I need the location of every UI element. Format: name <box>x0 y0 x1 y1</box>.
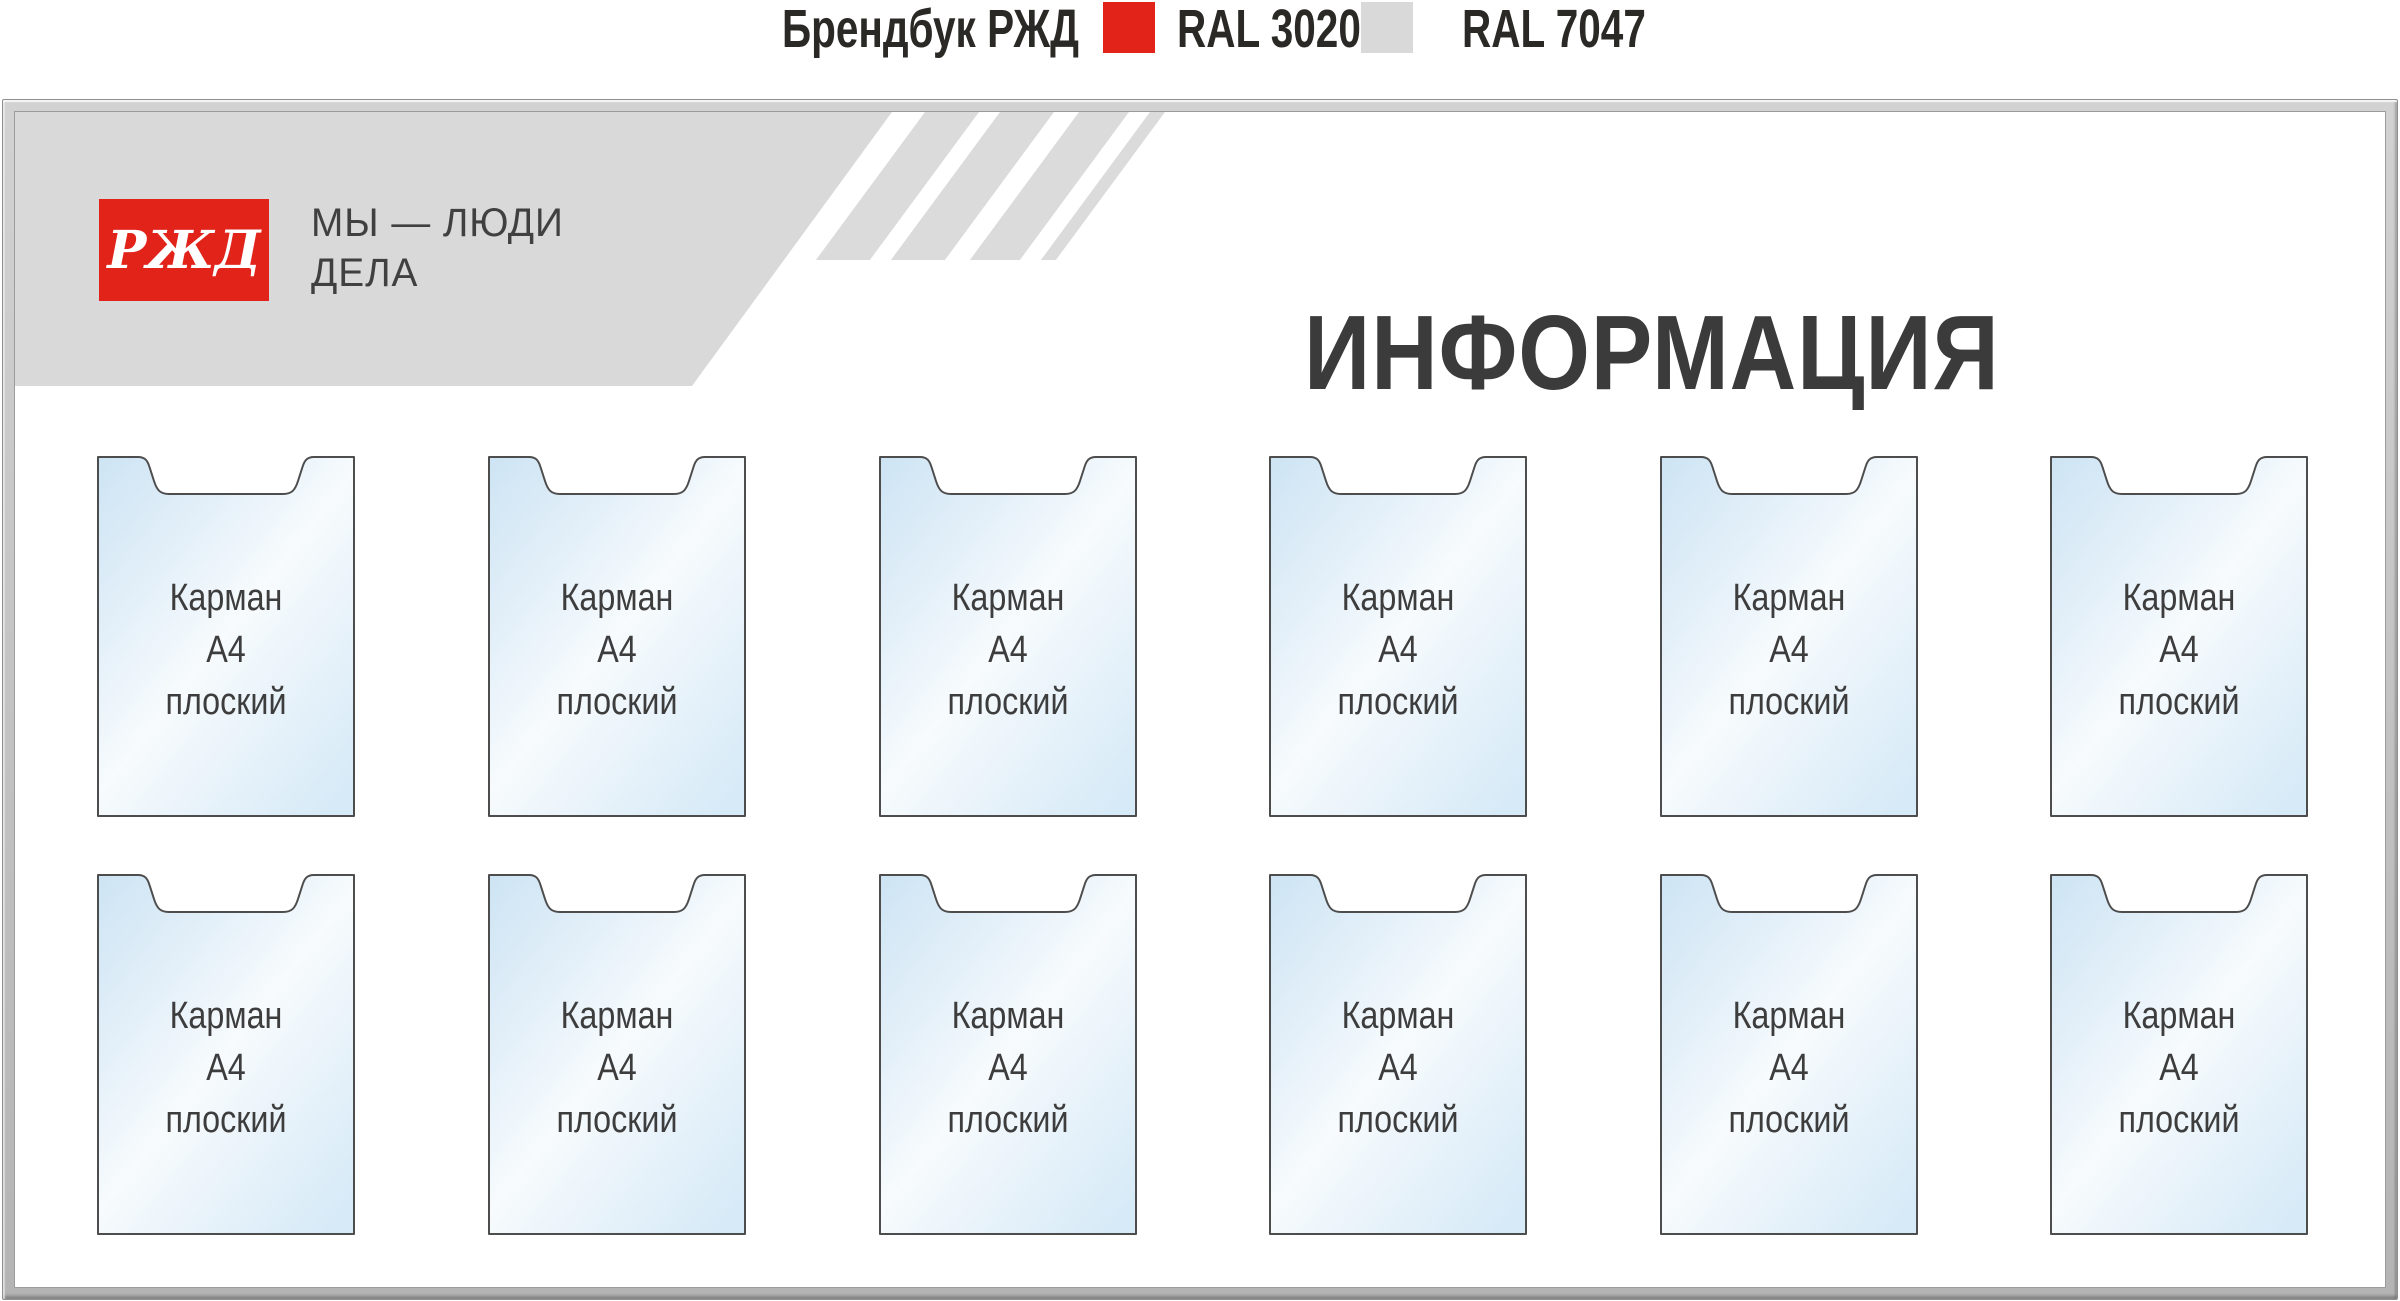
pocket-label-line: А4 <box>2159 628 2199 671</box>
pocket-label <box>1288 456 1507 817</box>
pocket-label-line: плоский <box>2118 680 2240 723</box>
pocket-a4 <box>879 874 1137 1235</box>
brandbook-label: Брендбук РЖД <box>782 0 1080 59</box>
pocket-label-line: А4 <box>206 1046 246 1089</box>
pocket-a4 <box>2050 456 2308 817</box>
pocket-label-line: плоский <box>947 680 1069 723</box>
pocket-label-line: Карман <box>560 994 674 1037</box>
pocket-label-line: плоский <box>1337 680 1459 723</box>
pocket-label-line: Карман <box>2122 994 2236 1037</box>
pocket-label <box>116 456 335 817</box>
pocket-label-line: А4 <box>1769 628 1809 671</box>
pocket-a4 <box>1269 456 1527 817</box>
ral-7047-swatch <box>1361 2 1413 53</box>
pocket-a4 <box>488 874 746 1235</box>
pocket-label-line: А4 <box>597 1046 637 1089</box>
pocket-label-line: плоский <box>1728 1098 1850 1141</box>
svg-text:РЖД: РЖД <box>107 220 261 281</box>
pocket-label-line: Карман <box>1341 576 1455 619</box>
pocket-label <box>1288 874 1507 1235</box>
pocket-label-line: Карман <box>169 576 283 619</box>
pocket-label-line: Карман <box>2122 576 2236 619</box>
pocket-label-line: А4 <box>988 628 1028 671</box>
pocket-label <box>1679 874 1898 1235</box>
pocket-a4 <box>1269 874 1527 1235</box>
pocket-a4 <box>488 456 746 817</box>
stand-board <box>14 111 2386 1288</box>
ral-7047-label: RAL 7047 <box>1462 0 1646 59</box>
pocket-label-line: плоский <box>947 1098 1069 1141</box>
ral-3020-swatch <box>1103 2 1155 53</box>
pocket-label-line: Карман <box>560 576 674 619</box>
pocket-label-line: плоский <box>165 1098 287 1141</box>
pocket-label <box>898 874 1117 1235</box>
pocket-label <box>1679 456 1898 817</box>
pocket-label-line: плоский <box>1728 680 1850 723</box>
pocket-label-line: Карман <box>1341 994 1455 1037</box>
slogan-line2: ДЕЛА <box>311 251 419 295</box>
pocket-label <box>507 456 726 817</box>
pocket-label-line: А4 <box>2159 1046 2199 1089</box>
pocket-label-line: плоский <box>1337 1098 1459 1141</box>
pocket-label-line: Карман <box>1732 994 1846 1037</box>
pocket-a4 <box>97 874 355 1235</box>
pocket-label-line: А4 <box>1769 1046 1809 1089</box>
pocket-label <box>116 874 335 1235</box>
brandbook-annotation-bar <box>0 0 2400 99</box>
pocket-label-line: А4 <box>206 628 246 671</box>
pocket-label-line: А4 <box>988 1046 1028 1089</box>
pocket-label <box>2069 874 2288 1235</box>
pocket-label <box>2069 456 2288 817</box>
slogan-line1: МЫ — ЛЮДИ <box>311 201 564 245</box>
pocket-label-line: плоский <box>2118 1098 2240 1141</box>
pocket-label-line: А4 <box>597 628 637 671</box>
pocket-label <box>898 456 1117 817</box>
pocket-a4 <box>2050 874 2308 1235</box>
pocket-label <box>507 874 726 1235</box>
pocket-label-line: плоский <box>165 680 287 723</box>
pocket-a4 <box>1660 874 1918 1235</box>
pocket-a4 <box>879 456 1137 817</box>
pocket-label-line: Карман <box>951 576 1065 619</box>
pocket-label-line: Карман <box>1732 576 1846 619</box>
stand-frame <box>2 99 2398 1300</box>
ral-3020-label: RAL 3020 <box>1177 0 1361 59</box>
info-title: ИНФОРМАЦИЯ <box>1304 294 2000 412</box>
pocket-a4 <box>1660 456 1918 817</box>
pocket-label-line: А4 <box>1378 628 1418 671</box>
pocket-label-line: плоский <box>556 680 678 723</box>
pocket-label-line: Карман <box>951 994 1065 1037</box>
pocket-label-line: плоский <box>556 1098 678 1141</box>
pockets-layer <box>15 112 2385 1287</box>
pocket-a4 <box>97 456 355 817</box>
pocket-label-line: А4 <box>1378 1046 1418 1089</box>
pocket-label-line: Карман <box>169 994 283 1037</box>
